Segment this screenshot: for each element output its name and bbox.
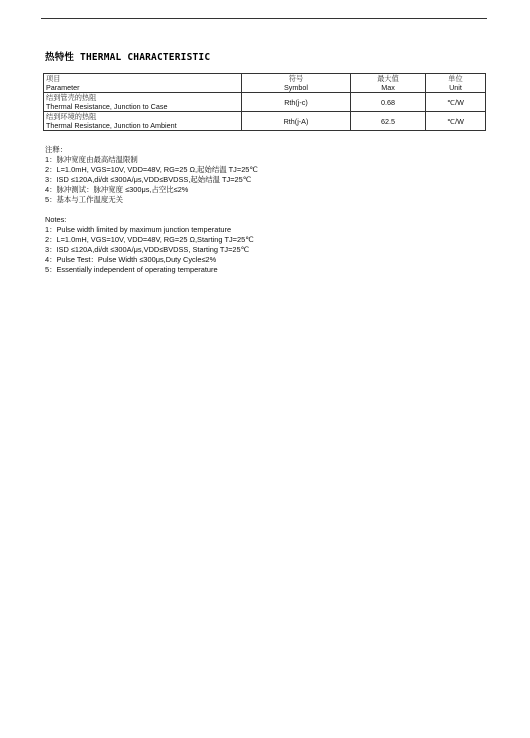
header-unit-en: Unit [449, 83, 462, 92]
thermal-table [43, 73, 486, 131]
row-unit: ℃/W [426, 93, 486, 112]
top-divider [41, 18, 487, 19]
notes-spacer [45, 205, 258, 215]
header-symbol-zh: 符号 [288, 74, 304, 83]
row-parameter-zh: 结到管壳的热阻 [46, 93, 97, 102]
row-parameter-en: Thermal Resistance, Junction to Ambient [46, 121, 177, 130]
row-max: 0.68 [351, 93, 426, 112]
row-symbol: Rth(j-A) [242, 112, 351, 131]
note-zh-item: 3：ISD ≤120A,di/dt ≤300A/μs,VDD≤BVDSS,起始结温 TJ=25℃ [45, 175, 252, 184]
note-en-item: 2：L=1.0mH, VGS=10V, VDD=48V, RG=25 Ω,Starting TJ=25℃ [45, 235, 254, 244]
section-title: 热特性 THERMAL CHARACTERISTIC [45, 52, 211, 63]
note-en-item: 1：Pulse width limited by maximum junction temperature [45, 225, 232, 234]
note-zh-item: 2：L=1.0mH, VGS=10V, VDD=48V, RG=25 Ω,起始结温 TJ=25℃ [45, 165, 258, 174]
note-zh-item: 5：基本与工作温度无关 [45, 195, 124, 204]
table-row [44, 112, 486, 131]
table-header-row [44, 74, 486, 93]
header-max [351, 74, 426, 93]
row-max: 62.5 [351, 112, 426, 131]
row-parameter-zh: 结到环境的热阻 [46, 112, 97, 121]
header-parameter [44, 74, 242, 93]
header-symbol-en: Symbol [284, 83, 308, 92]
row-unit: ℃/W [426, 112, 486, 131]
note-en-item: 3：ISD ≤120A,di/dt ≤300A/μs,VDD≤BVDSS, Starting TJ=25℃ [45, 245, 249, 254]
note-zh-item: 1：脉冲宽度由最高结温限制 [45, 155, 138, 164]
header-max-zh: 最大值 [377, 74, 399, 83]
header-unit [426, 74, 486, 93]
table-row [44, 93, 486, 112]
note-en-item: 5：Essentially independent of operating temperature [45, 265, 218, 274]
notes-section [45, 145, 258, 275]
header-parameter-zh: 项目 [46, 74, 61, 83]
row-parameter [44, 93, 242, 112]
row-parameter-en: Thermal Resistance, Junction to Case [46, 102, 168, 111]
header-symbol [242, 74, 351, 93]
notes-zh-title: 注释： [45, 145, 68, 154]
header-parameter-en: Parameter [46, 83, 80, 92]
row-parameter [44, 112, 242, 131]
note-en-item: 4：Pulse Test：Pulse Width ≤300μs,Duty Cycle≤2% [45, 255, 217, 264]
header-unit-zh: 单位 [448, 74, 463, 83]
row-symbol: Rth(j-c) [242, 93, 351, 112]
note-zh-item: 4：脉冲测试：脉冲宽度 ≤300μs,占空比≤2% [45, 185, 189, 194]
header-max-en: Max [381, 83, 395, 92]
notes-en-title: Notes: [45, 215, 67, 224]
